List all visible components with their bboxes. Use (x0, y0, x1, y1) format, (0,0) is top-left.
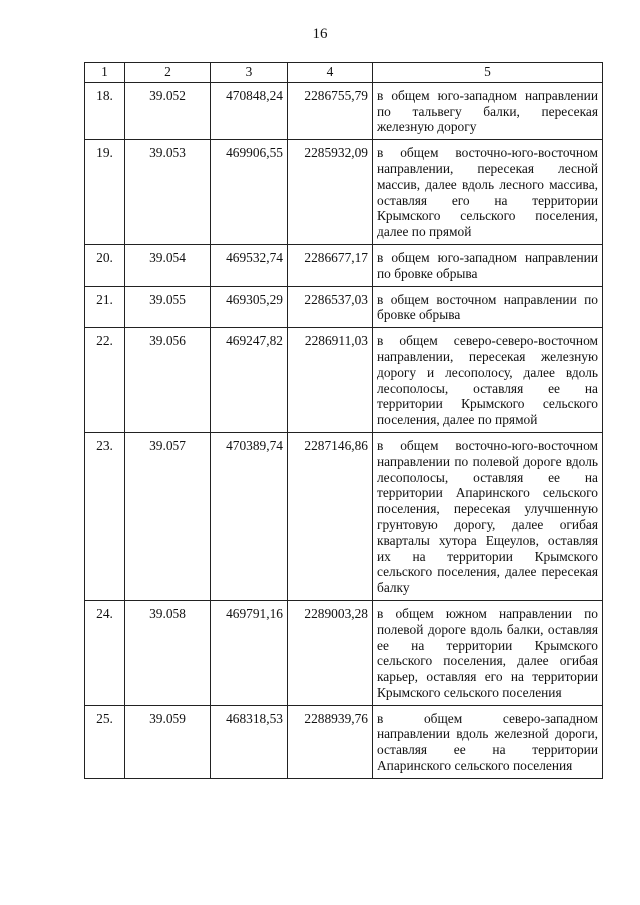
column-header-4: 4 (288, 63, 373, 83)
boundary-description: в общем восточном направлении по бровке обрыва (373, 286, 603, 328)
y-coordinate: 2288939,76 (288, 705, 373, 778)
row-number: 20. (85, 244, 125, 286)
boundary-description: в общем юго-западном направлении по бровке обрыва (373, 244, 603, 286)
row-number: 22. (85, 328, 125, 433)
x-coordinate: 469305,29 (211, 286, 288, 328)
table-row (85, 328, 603, 433)
table-row (85, 244, 603, 286)
x-coordinate: 468318,53 (211, 705, 288, 778)
point-code: 39.056 (125, 328, 211, 433)
x-coordinate: 470848,24 (211, 82, 288, 139)
row-number: 18. (85, 82, 125, 139)
page-number: 16 (312, 26, 328, 42)
x-coordinate: 469247,82 (211, 328, 288, 433)
boundary-description: в общем северо-западном направлении вдоль железной дороги, оставляя ее на территории Апаринского сельского поселения (373, 705, 603, 778)
boundary-description: в общем юго-западном направлении по тальвегу балки, пересекая железную дорогу (373, 82, 603, 139)
table-body (85, 82, 603, 778)
row-number: 24. (85, 600, 125, 705)
header-row (85, 63, 603, 83)
row-number: 21. (85, 286, 125, 328)
table-row (85, 432, 603, 600)
row-number: 23. (85, 432, 125, 600)
point-code: 39.054 (125, 244, 211, 286)
table-row (85, 600, 603, 705)
point-code: 39.052 (125, 82, 211, 139)
y-coordinate: 2286537,03 (288, 286, 373, 328)
table-row (85, 140, 603, 245)
table-row (85, 82, 603, 139)
table-header (85, 63, 603, 83)
row-number: 25. (85, 705, 125, 778)
y-coordinate: 2289003,28 (288, 600, 373, 705)
y-coordinate: 2285932,09 (288, 140, 373, 245)
x-coordinate: 470389,74 (211, 432, 288, 600)
x-coordinate: 469791,16 (211, 600, 288, 705)
boundary-description: в общем южном направлении по полевой дороге вдоль балки, оставляя ее на территории Крымского сельского поселения, далее огибая карьер, оставляя его на территории Крымского сельского поселения (373, 600, 603, 705)
row-number: 19. (85, 140, 125, 245)
column-header-5: 5 (373, 63, 603, 83)
y-coordinate: 2286755,79 (288, 82, 373, 139)
table-row (85, 286, 603, 328)
column-header-1: 1 (85, 63, 125, 83)
table-row (85, 705, 603, 778)
point-code: 39.057 (125, 432, 211, 600)
y-coordinate: 2286911,03 (288, 328, 373, 433)
y-coordinate: 2286677,17 (288, 244, 373, 286)
column-header-3: 3 (211, 63, 288, 83)
boundary-description: в общем восточно-юго-восточном направлении по полевой дороге вдоль лесополосы, оставляя ее на территории Апаринского сельского поселения, пересекая улучшенную грунтовую дорогу, далее огибая кварталы хутора Ещеулов, оставляя их на территории Крымского сельского поселения, далее пересекая балку (373, 432, 603, 600)
point-code: 39.059 (125, 705, 211, 778)
boundary-description: в общем восточно-юго-восточном направлении, пересекая лесной массив, далее вдоль лесного массива, оставляя его на территории Крымского сельского поселения, далее по прямой (373, 140, 603, 245)
y-coordinate: 2287146,86 (288, 432, 373, 600)
x-coordinate: 469906,55 (211, 140, 288, 245)
boundary-description: в общем северо-северо-восточном направлении, пересекая железную дорогу и лесополосу, далее вдоль лесополосы, оставляя ее на территории Крымского сельского поселения, далее по прямой (373, 328, 603, 433)
point-code: 39.053 (125, 140, 211, 245)
boundary-points-table (84, 62, 603, 779)
point-code: 39.055 (125, 286, 211, 328)
x-coordinate: 469532,74 (211, 244, 288, 286)
point-code: 39.058 (125, 600, 211, 705)
column-header-2: 2 (125, 63, 211, 83)
